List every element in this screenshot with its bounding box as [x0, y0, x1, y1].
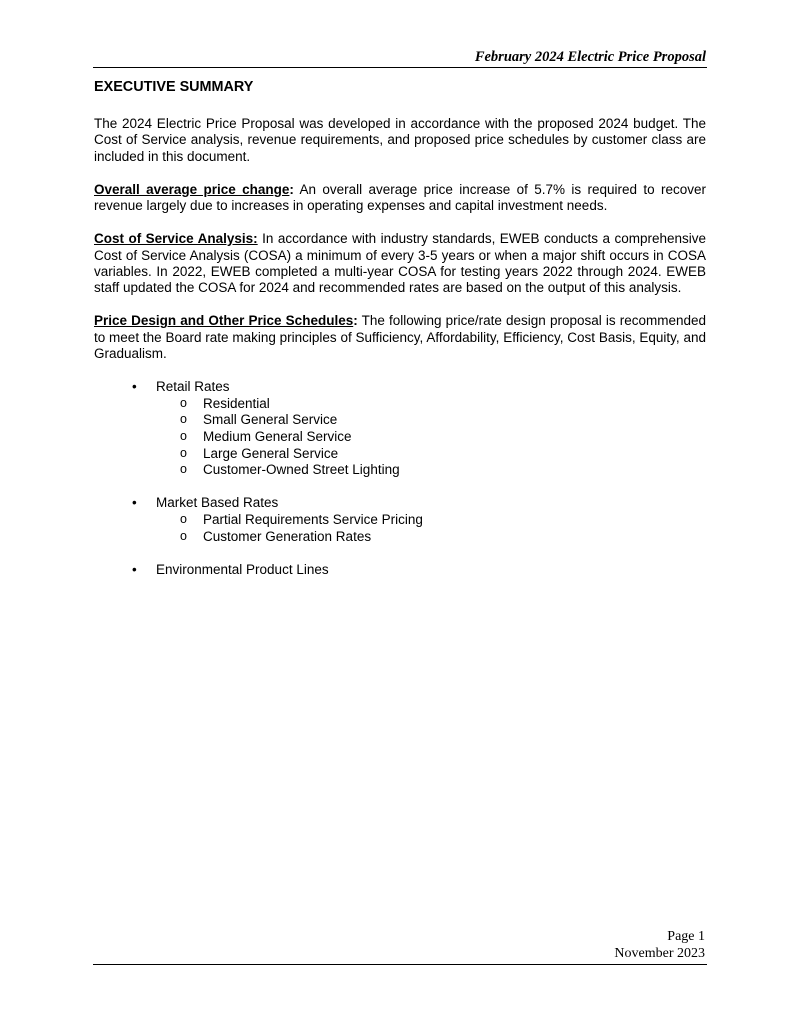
overall-change-colon: : — [289, 181, 294, 197]
footer-date: November 2023 — [614, 946, 705, 961]
footer-divider — [93, 964, 707, 965]
rate-category-list — [94, 379, 706, 578]
header-title: February 2024 Electric Price Proposal — [474, 49, 706, 65]
list-item: o Customer Generation Rates — [156, 529, 706, 546]
overall-change-heading: Overall average price change — [94, 181, 290, 197]
price-design-colon: : — [353, 313, 358, 329]
price-design-text: The following price/rate design proposal is recommended to meet the Board rate making principles of Sufficiency, Affordability, Efficiency, Cost Basis, Equity, and Gradualism. — [94, 313, 707, 362]
market-based-rates-label: Market Based Rates — [156, 495, 279, 511]
cosa-text: In accordance with industry standards, EWEB conducts a comprehensive Cost of Service Analysis (COSA) a minimum of every 3-5 years or when a major shift occurs in COSA variables. In 2022, EWEB completed a multi-year COSA for testing years 2022 through 2024. EWEB staff updated the COSA for 2024 and recommended rates are based on the output of this analysis. — [94, 231, 707, 296]
price-design-paragraph — [94, 313, 706, 362]
overall-change-text: An overall average price increase of 5.7% is required to recover revenue largely due to increases in operating expenses and capital investment needs. — [94, 181, 707, 214]
overall-change-paragraph — [94, 182, 706, 215]
cosa-heading: Cost of Service Analysis: — [94, 231, 258, 247]
list-item: o Residential — [156, 396, 706, 413]
header-divider — [93, 67, 707, 68]
list-item: o Small General Service — [156, 412, 706, 429]
section-title: EXECUTIVE SUMMARY — [94, 79, 254, 95]
cosa-paragraph — [94, 231, 706, 297]
retail-rates-label: Retail Rates — [156, 379, 230, 395]
retail-rates-sublist — [156, 396, 706, 479]
intro-paragraph: The 2024 Electric Price Proposal was developed in accordance with the proposed 2024 budget. The Cost of Service analysis, revenue requirements, and proposed price schedules by customer class are included in this document. — [94, 116, 706, 164]
list-item: o Large General Service — [156, 446, 706, 463]
list-item: o Medium General Service — [156, 429, 706, 446]
list-item-market-based-rates — [94, 495, 706, 545]
environmental-product-lines-label: Environmental Product Lines — [156, 561, 329, 577]
price-design-heading: Price Design and Other Price Schedules — [94, 313, 354, 329]
list-item-retail-rates — [94, 379, 706, 479]
list-item-environmental-product-lines — [94, 562, 706, 579]
list-item: o Partial Requirements Service Pricing — [156, 512, 706, 529]
document-body — [94, 116, 706, 595]
list-item: o Customer-Owned Street Lighting — [156, 462, 706, 479]
page-number: Page 1 — [667, 929, 705, 944]
market-based-rates-sublist — [156, 512, 706, 545]
